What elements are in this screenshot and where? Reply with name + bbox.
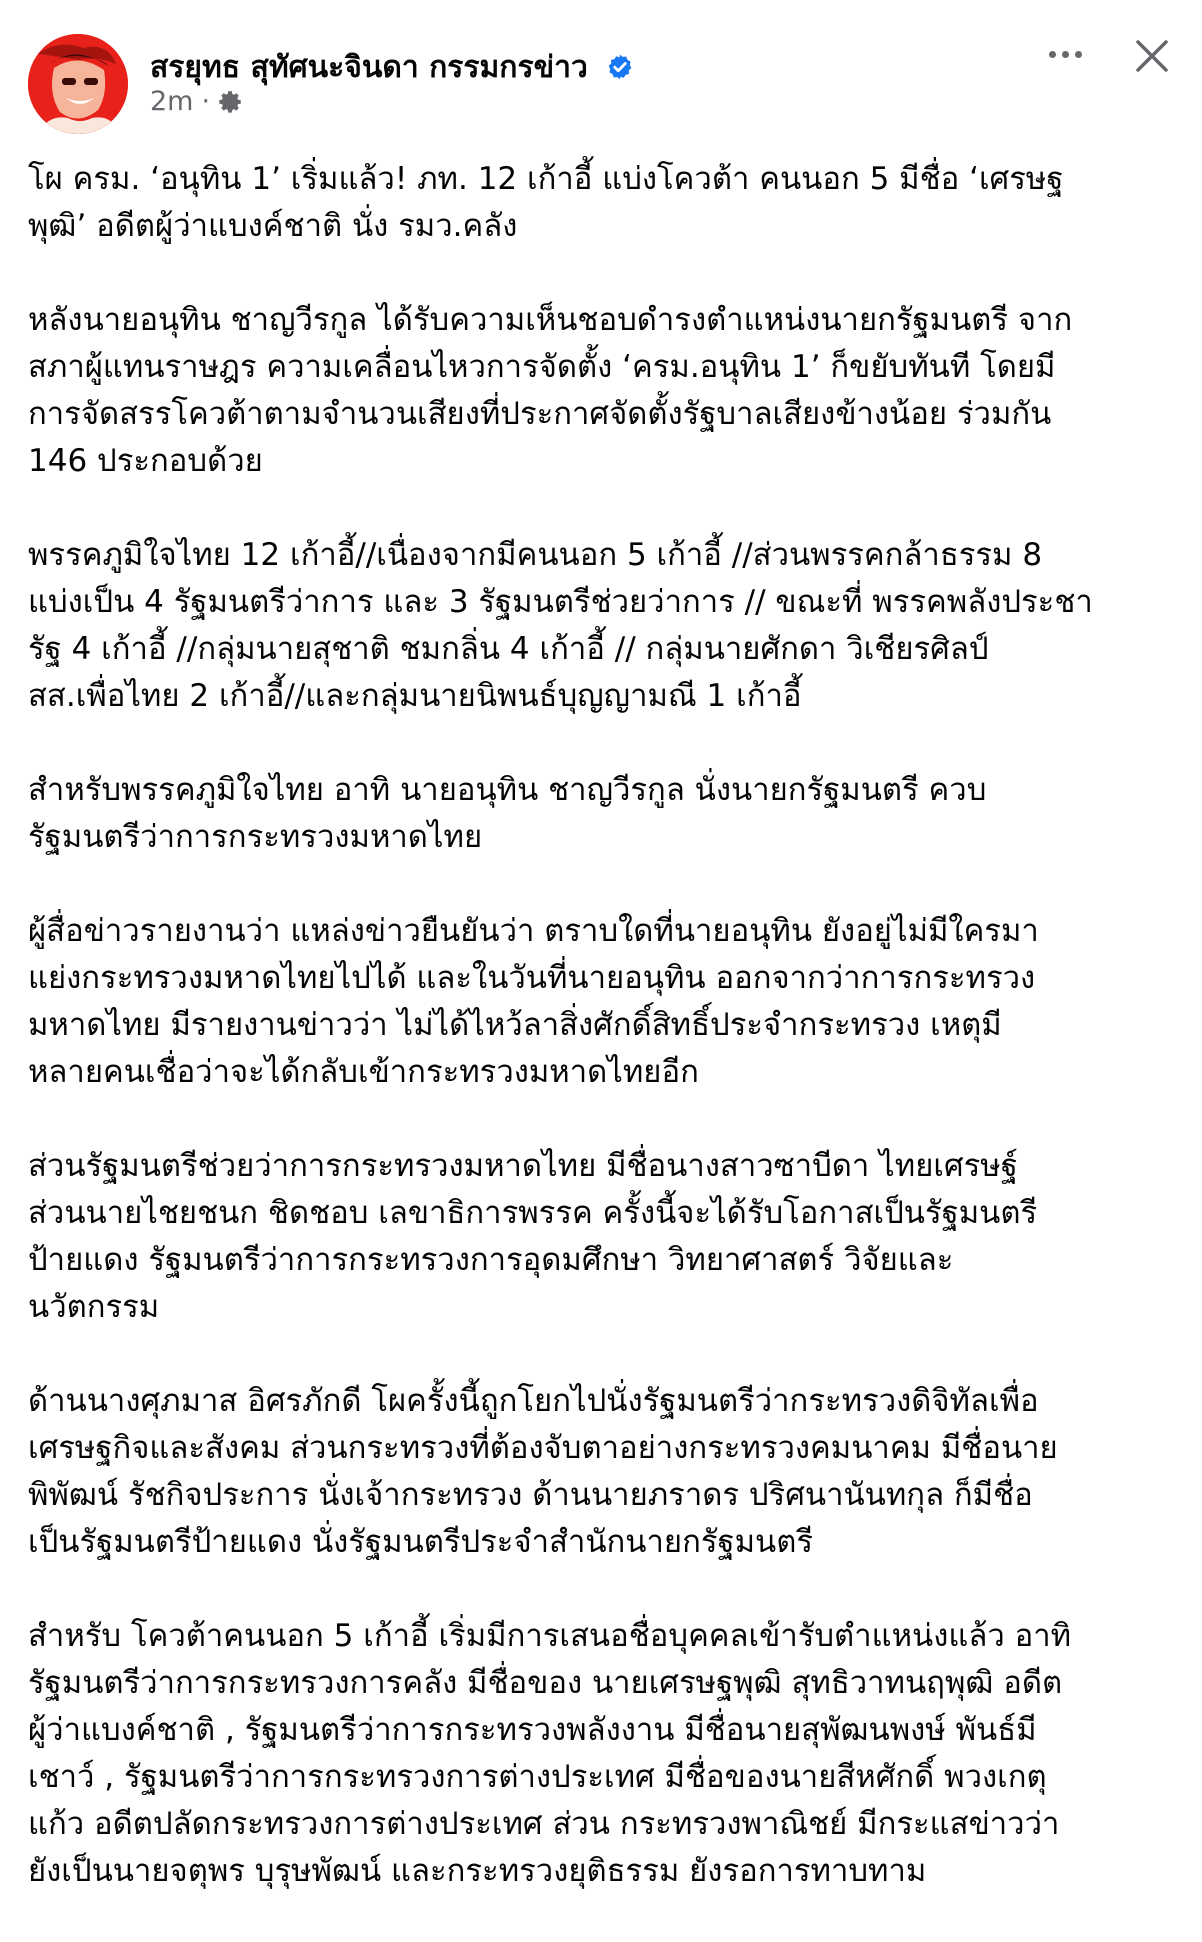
gear-icon[interactable] <box>218 89 244 115</box>
post-paragraph: สำหรับ โควต้าคนนอก 5 เก้าอี้ เริ่มมีการเสนอชื่อบุคคลเข้ารับตำแหน่งแล้ว อาทิ รัฐมนตรีว่าการกระทรวงการคลัง มีชื่อของ นายเศรษฐพุฒิ สุทธิวาทนฤพุฒิ อดีต ผู้ว่าแบงค์ชาติ , รัฐมนตรีว่าการกระทรวงพลังงาน มีชื่อนายสุพัฒนพงษ์ พันธ์มี เชาว์ , รัฐมนตรีว่าการกระทรวงการต่างประเทศ มีชื่อของนายสีหศักดิ์ พวงเกตุ แก้ว อดีตปลัดกระทรวงการต่างประเทศ ส่วน กระทรวงพาณิชย์ มีกระแสข่าวว่า ยังเป็นนายจตุพร บุรุษพัฒน์ และกระทรวงยุติธรรม ยังรอการทาบทาม <box>28 1618 1072 1889</box>
meta-separator: · <box>201 86 211 117</box>
post-body <box>28 156 1178 1942</box>
post-header <box>0 0 1202 140</box>
post-paragraph: ส่วนรัฐมนตรีช่วยว่าการกระทรวงมหาดไทย มีชื่อนางสาวซาบีดา ไทยเศรษฐ์ ส่วนนายไชยชนก ชิดชอบ เลขาธิการพรรค ครั้งนี้จะได้รับโอกาสเป็นรัฐมนตรี ป้ายแดง รัฐมนตรีว่าการกระทรวงการอุดมศึกษา วิทยาศาสตร์ วิจัยและ นวัตกรรม <box>28 1148 1038 1325</box>
post-paragraph: ผู้สื่อข่าวรายงานว่า แหล่งข่าวยืนยันว่า ตราบใดที่นายอนุทิน ยังอยู่ไม่มีใครมา แย่งกระทรวงมหาดไทยไปได้ และในวันที่นายอนุทิน ออกจากว่าการกระทรวง มหาดไทย มีรายงานข่าวว่า ไม่ได้ไหว้ลาสิ่งศักดิ์สิทธิ์ประจำกระทรวง เหตุมี หลายคนเชื่อว่าจะได้กลับเข้ากระทรวงมหาดไทยอีก <box>28 913 1039 1090</box>
post-paragraph: สำหรับพรรคภูมิใจไทย อาทิ นายอนุทิน ชาญวีรกูล นั่งนายกรัฐมนตรี ควบ รัฐมนตรีว่าการกระทรวงมหาดไทย <box>28 772 987 855</box>
verified-badge-icon <box>606 53 634 81</box>
author-name-text[interactable]: สรยุทธ สุทัศนะจินดา กรรมกรข่าว <box>150 50 588 85</box>
post-meta <box>150 86 244 117</box>
post-paragraph: พรรคภูมิใจไทย 12 เก้าอี้//เนื่องจากมีคนนอก 5 เก้าอี้ //ส่วนพรรคกล้าธรรม 8 แบ่งเป็น 4 รัฐมนตรีว่าการ และ 3 รัฐมนตรีช่วยว่าการ // ขณะที่ พรรคพลังประชา รัฐ 4 เก้าอี้ //กลุ่มนายสุชาติ ชมกลิ่น 4 เก้าอี้ // กลุ่มนายศักดา วิเชียรศิลป์ สส.เพื่อไทย 2 เก้าอี้//และกลุ่มนายนิพนธ์บุญญามณี 1 เก้าอี้ <box>28 537 1093 714</box>
close-button[interactable] <box>1132 36 1172 76</box>
post-paragraph: โผ ครม. ‘อนุทิน 1’ เริ่มแล้ว! ภท. 12 เก้าอี้ แบ่งโควต้า คนนอก 5 มีชื่อ ‘เศรษฐ พุฒิ’ อดีตผู้ว่าแบงค์ชาติ นั่ง รมว.คลัง <box>28 161 1064 244</box>
more-options-button[interactable] <box>1040 36 1090 72</box>
post-timestamp[interactable]: 2m <box>150 86 194 117</box>
author-avatar[interactable] <box>28 34 128 134</box>
author-name[interactable] <box>150 44 634 91</box>
post-paragraph: ด้านนางศุภมาส อิศรภักดี โผครั้งนี้ถูกโยกไปนั่งรัฐมนตรีว่ากระทรวงดิจิทัลเพื่อ เศรษฐกิจและสังคม ส่วนกระทรวงที่ต้องจับตาอย่างกระทรวงคมนาคม มีชื่อนาย พิพัฒน์ รัชกิจประการ นั่งเจ้ากระทรวง ด้านนายภราดร ปริศนานันทกุล ก็มีชื่อ เป็นรัฐมนตรีป้ายแดง นั่งรัฐมนตรีประจำสำนักนายกรัฐมนตรี <box>28 1383 1058 1560</box>
more-options-icon-dot <box>1075 51 1082 58</box>
avatar-image <box>28 34 128 134</box>
close-icon <box>1132 36 1172 76</box>
more-options-icon-dot <box>1062 51 1069 58</box>
more-options-icon <box>1049 51 1056 58</box>
post-paragraph: หลังนายอนุทิน ชาญวีรกูล ได้รับความเห็นชอบดำรงตำแหน่งนายกรัฐมนตรี จาก สภาผู้แทนราษฎร ความเคลื่อนไหวการจัดตั้ง ‘ครม.อนุทิน 1’ ก็ขยับทันที โดยมี การจัดสรรโควต้าตามจำนวนเสียงที่ประกาศจัดตั้งรัฐบาลเสียงข้างน้อย ร่วมกัน 146 ประกอบด้วย <box>28 302 1073 479</box>
